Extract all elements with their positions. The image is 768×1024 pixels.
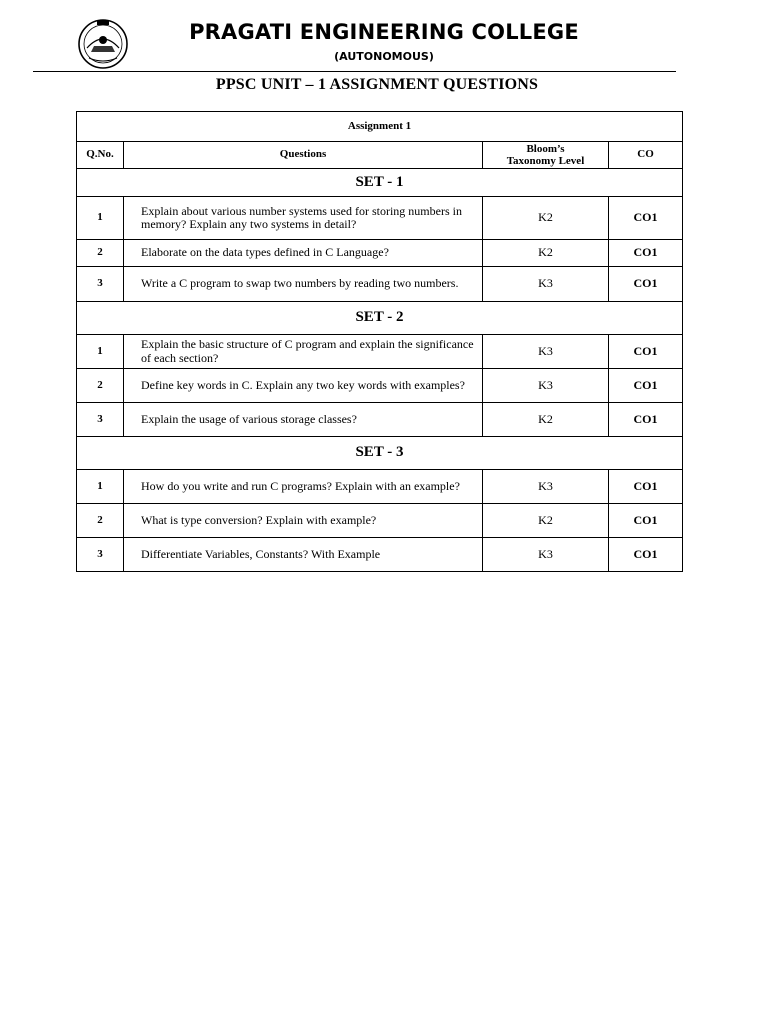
question-number: 2 [77,240,124,267]
question-number: 3 [77,538,124,572]
col-header-qno: Q.No. [77,142,124,169]
question-text: Explain the basic structure of C program and explain the significance of each section? [124,335,483,369]
table-row [77,335,683,369]
question-number: 3 [77,267,124,302]
set-row [77,169,683,197]
bloom-level: K2 [483,240,609,267]
set-title: SET - 3 [77,437,683,470]
bloom-level: K2 [483,197,609,240]
document-title: PPSC UNIT – 1 ASSIGNMENT QUESTIONS [215,76,539,93]
table-row [77,369,683,403]
course-outcome: CO1 [609,504,683,538]
assignment-caption-row [77,112,683,142]
question-text: Define key words in C. Explain any two key words with examples? [124,369,483,403]
table-row [77,538,683,572]
bloom-level: K3 [483,267,609,302]
bloom-level: K2 [483,504,609,538]
col-header-bloom-line2: Taxonomy Level [506,155,585,167]
college-autonomous-label: (AUTONOMOUS) [334,50,434,63]
question-text: Explain about various number systems used for storing numbers in memory? Explain any two systems in detail? [124,197,483,240]
col-header-bloom [483,142,609,169]
course-outcome: CO1 [609,335,683,369]
course-outcome: CO1 [609,197,683,240]
assignment-table [76,111,683,572]
course-outcome: CO1 [609,267,683,302]
table-row [77,197,683,240]
table-row [77,240,683,267]
question-text: Explain the usage of various storage classes? [124,403,483,437]
set-title: SET - 1 [77,169,683,197]
course-outcome: CO1 [609,369,683,403]
table-row [77,470,683,504]
question-text: Write a C program to swap two numbers by reading two numbers. [124,267,483,302]
college-name: PRAGATI ENGINEERING COLLEGE [189,20,579,44]
set-row [77,437,683,470]
bloom-level: K2 [483,403,609,437]
header-row [77,142,683,169]
bloom-level: K3 [483,369,609,403]
assignment-caption: Assignment 1 [77,112,683,142]
question-number: 2 [77,504,124,538]
course-outcome: CO1 [609,470,683,504]
question-text: How do you write and run C programs? Explain with an example? [124,470,483,504]
question-number: 1 [77,470,124,504]
table-row [77,504,683,538]
set-row [77,302,683,335]
question-number: 1 [77,197,124,240]
bloom-level: K3 [483,470,609,504]
bloom-level: K3 [483,538,609,572]
bloom-level: K3 [483,335,609,369]
question-text: Elaborate on the data types defined in C Language? [124,240,483,267]
question-text: Differentiate Variables, Constants? With Example [124,538,483,572]
col-header-co: CO [609,142,683,169]
set-title: SET - 2 [77,302,683,335]
table-row [77,267,683,302]
col-header-questions: Questions [124,142,483,169]
col-header-bloom-line1: Bloom’s [526,143,565,155]
table-row [77,403,683,437]
question-text: What is type conversion? Explain with example? [124,504,483,538]
header-divider [33,71,676,72]
course-outcome: CO1 [609,538,683,572]
question-number: 1 [77,335,124,369]
question-number: 2 [77,369,124,403]
question-number: 3 [77,403,124,437]
course-outcome: CO1 [609,240,683,267]
course-outcome: CO1 [609,403,683,437]
